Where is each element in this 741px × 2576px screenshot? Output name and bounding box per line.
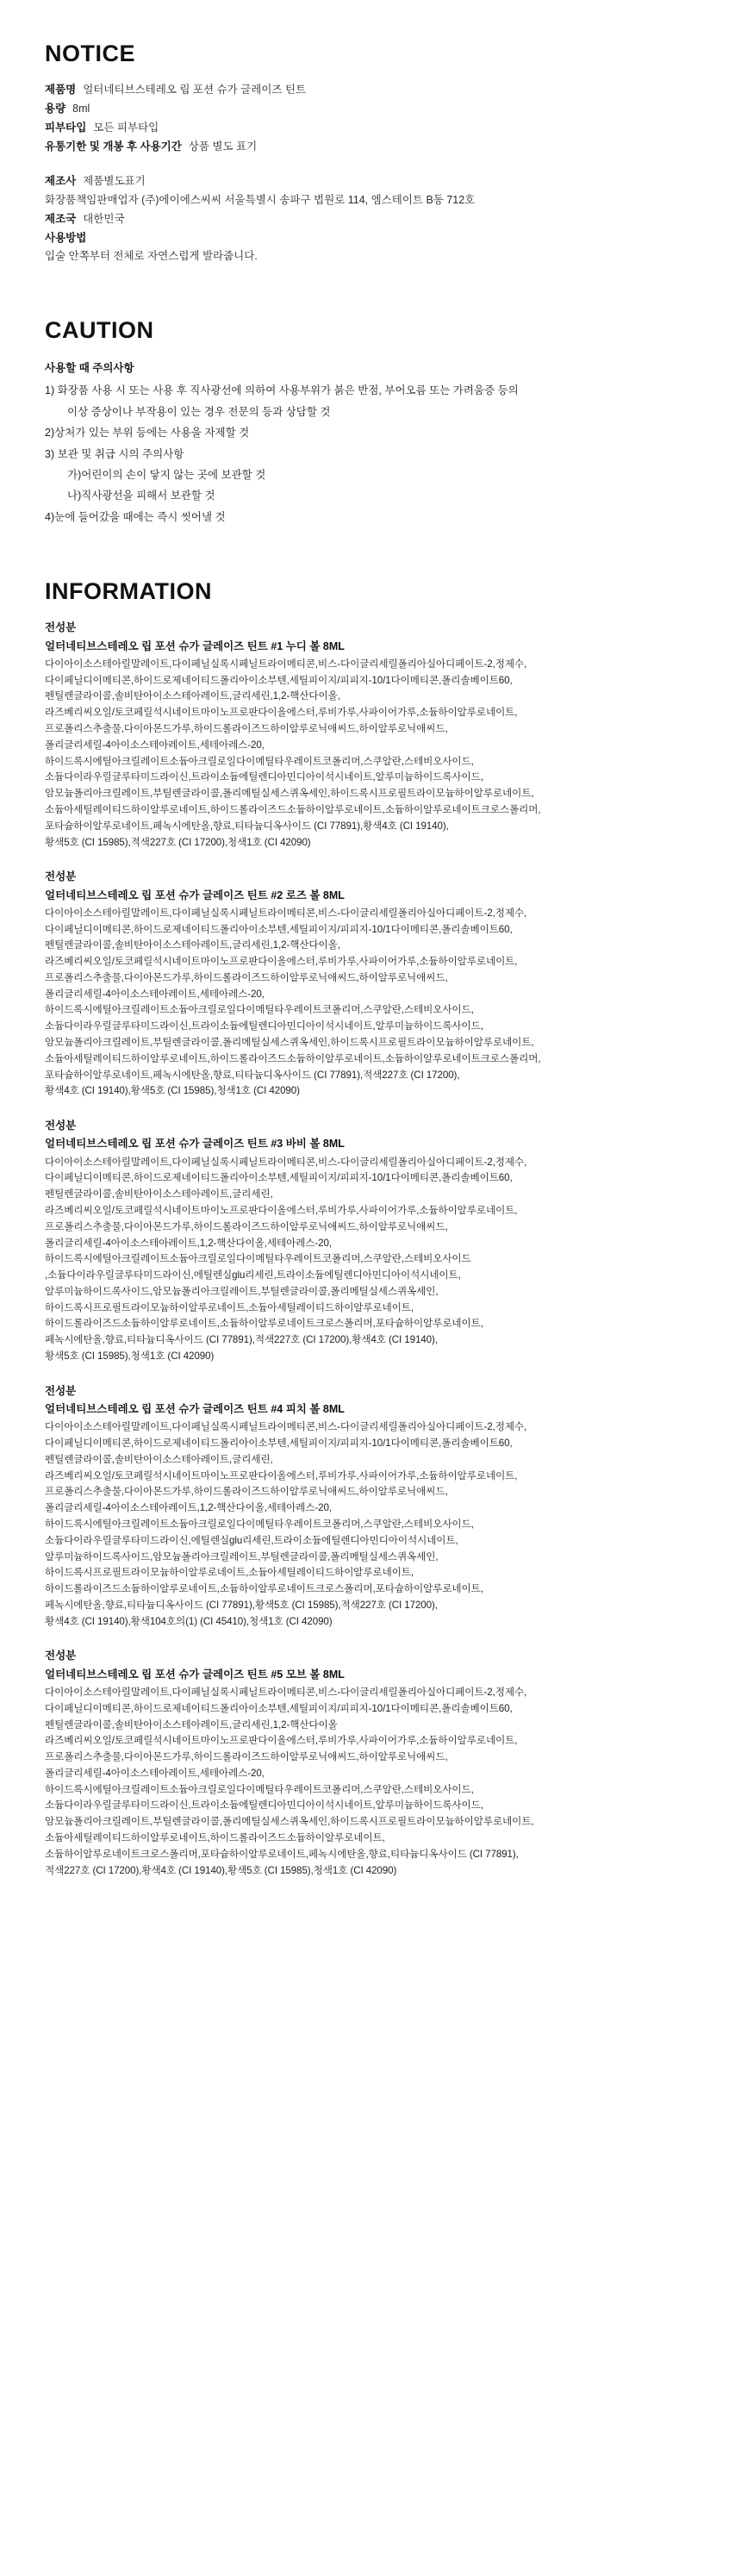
ingredient-label: 전성분 <box>45 621 77 634</box>
notice-block-2 <box>45 172 696 266</box>
ingredient-list: 다이아이소스테아릴말레이트,다이페닐실록시페닐트라이메티콘,비스-다이글리세릴폴리아실아디페이트-2,정제수, 다이페닐디이메티콘,하이드로제네이티드폴리아이소부텐,세틸피이지/피피지-10/1다이메티콘,폴리솔베이트60, 펜틸렌글라이콜,솔비탄아이소스테아레이트,글리세린,1,2-핵산다이올, 라즈베리씨오일/토코페릴석시네이트마이노프로판다이올에스터,루비가루,사파이어가루,소듐하이알루로네이트, 프로폴리스추출물,다이아몬드가루,하이드롤라이즈드하이알루로닉애씨드,하이알루로닉애씨드, 폴리글리세릴-4아이소스테아레이트,세테아레스-20, 하이드록시에틸아크릴레이트소듐아크릴로일다이메틸타우레이트코폴리머,스쿠알란,스테비오사이드, 소듐다이라우릴글루타미드라이신,트라이소듐에틸렌디아민디아이석시네이트,알루미늄하이드록사이드, 암모늄폴리아크릴레이트,부틸렌글라이콜,폴리메틸실세스퀴옥세인,하이드록시프로필트라이모늄하이알루로네이트, 소듐아세틸레이티드하이알루로네이트,하이드롤라이즈드소듐하이알루로네이트,소듐하이알루로네이트크로스폴리머, 포타슘하이알루로네이트,페녹시에탄올,향료,티타늄디옥사이드 (CI 77891),적색227호 (CI 17200), 황색4호 (CI 19140),황색5호 (CI 15985),청색1호 (CI 42090) <box>45 907 541 1097</box>
caution-heading: CAUTION <box>45 317 154 344</box>
caution-item: 이상 증상이나 부작용이 있는 경우 전문의 등과 상담할 것 <box>67 405 331 418</box>
notice-row <box>45 210 696 229</box>
ingredient-block <box>45 1117 696 1365</box>
notice-row <box>45 172 696 191</box>
ingredient-list: 다이아이소스테아릴말레이트,다이페닐실록시페닐트라이메티콘,비스-다이글리세릴폴리아실아디페이트-2,정제수, 다이페닐디이메티콘,하이드로제네이티드폴리아이소부텐,세틸피이지/피피지-10/1다이메티콘,폴리솔베이트60, 펜틸렌글라이콜,솔비탄아이소스테아레이트,글리세린,1,2-핵산다이올 라즈베리씨오일/토코페릴석시네이트마이노프로판다이올에스터,루비가루,사파이어가루,소듐하이알루로네이트, 프로폴리스추출물,다이아몬드가루,하이드롤라이즈드하이알루로닉애씨드,하이알루로닉애씨드, 폴리글리세릴-4아이소스테아레이트,세테아레스-20, 하이드록시에틸아크릴레이트소듐아크릴로일다이메틸타우레이트코폴리머,스쿠알란,스테비오사이드, 소듐다이라우릴글루타미드라이신,트라이소듐에틸렌디아민디아이석시네이트,알루미늄하이드록사이드, 암모늄폴리아크릴레이트,부틸렌글라이콜,폴리메틸실세스퀴옥세인,하이드록시프로필트라이모늄하이알루로네이트, 소듐아세틸레이티드하이알루로네이트,하이드롤라이즈드소듐하이알루로네이트, 소듐하이알루로네이트크로스폴리머,포타슘하이알루로네이트,페녹시에탄올,향료,티타늄디옥사이드 (CI 77891), 적색227호 (CI 17200),황색4호 (CI 19140),황색5호 (CI 15985),청색1호 (CI 42090) <box>45 1686 534 1876</box>
notice-row-value: 입술 안쪽부터 전체로 자연스럽게 발라줍니다. <box>45 250 258 263</box>
notice-block-1 <box>45 81 696 157</box>
ingredient-label: 전성분 <box>45 1120 77 1132</box>
ingredient-product-name: 얼터네티브스테레오 립 포션 슈가 글레이즈 틴트 #2 로즈 볼 8ML <box>45 889 345 901</box>
notice-heading: NOTICE <box>45 41 136 66</box>
notice-row <box>45 100 696 119</box>
notice-row-value: 대한민국 <box>83 212 125 225</box>
notice-row <box>45 229 696 248</box>
ingredient-block <box>45 868 696 1100</box>
caution-item: 2)상처가 있는 부위 등에는 사용을 자제할 것 <box>45 427 250 440</box>
ingredient-product-name: 얼터네티브스테레오 립 포션 슈가 글레이즈 틴트 #4 피치 볼 8ML <box>45 1403 345 1416</box>
ingredient-product-name: 얼터네티브스테레오 립 포션 슈가 글레이즈 틴트 #3 바비 볼 8ML <box>45 1138 345 1151</box>
caution-item: 3) 보관 및 취급 시의 주의사항 <box>45 447 184 460</box>
notice-row-value: 상품 별도 표기 <box>188 140 258 153</box>
ingredient-block <box>45 1382 696 1631</box>
caution-subheading: 사용할 때 주의사항 <box>45 361 134 374</box>
notice-row <box>45 119 696 138</box>
ingredient-list: 다이아이소스테아릴말레이트,다이페닐실록시페닐트라이메티콘,비스-다이글리세릴폴리아실아디페이트-2,정제수, 다이페닐디이메티콘,하이드로제네이티드폴리아이소부텐,세틸피이지/피피지-10/1다이메티콘,폴리솔베이트60, 펜틸렌글라이콜,솔비탄아이소스테아레이트,글리세린, 라즈베리씨오일/토코페릴석시네이트마이노프로판다이올에스터,루비가루,사파이어가루,소듐하이알루로네이트, 프로폴리스추출물,다이아몬드가루,하이드롤라이즈드하이알루로닉애씨드,하이알루로닉애씨드, 폴리글리세릴-4아이소스테아레이트,1,2-핵산다이올,세테아레스-20, 하이드록시에틸아크릴레이트소듐아크릴로일다이메틸타우레이트코폴리머,스쿠알란,스테비오사이드, 소듐다이라우릴글루타미드라이신,에틸렌실glu리세린,트라이소듐에틸렌디아민디아이석시네이트, 알루미늄하이드록사이드,암모늄폴리아크릴레이트,부틸렌글라이콜,폴리메틸실세스퀴옥세인, 하이드록시프로필트라이모늄하이알루로네이트,소듐아세틸레이티드하이알루로네이트, 하이드롤라이즈드소듐하이알루로네이트,소듐하이알루로네이트크로스폴리머,포타슘하이알루로네이트, 페녹시에탄올,향료,티타늄디옥사이드 (CI 77891),황색5호 (CI 15985),적색227호 (CI 17200), 황색4호 (CI 19140),황색104호의(1) (CI 45410),청색1호 (CI 42090) <box>45 1421 527 1627</box>
ingredient-block <box>45 1647 696 1879</box>
ingredient-label: 전성분 <box>45 1650 77 1662</box>
notice-row-label: 제조국 <box>45 212 77 225</box>
ingredient-label: 전성분 <box>45 1384 77 1397</box>
caution-item: 나)직사광선을 피해서 보관할 것 <box>67 490 215 502</box>
caution-item: 4)눈에 들어갔을 때에는 즉시 씻어낼 것 <box>45 510 226 523</box>
notice-row-value: 얼터네티브스테레오 립 포션 슈가 글레이즈 틴트 <box>83 84 307 97</box>
ingredient-list: 다이아이소스테아릴말레이트,다이페닐실록시페닐트라이메티콘,비스-다이글리세릴폴리아실아디페이트-2,정제수, 다이페닐디이메티콘,하이드로제네이티드폴리아이소부텐,세틸피이지/피피지-10/1다이메티콘,폴리솔베이트60, 펜틸렌글라이콜,솔비탄아이소스테아레이트,글리세린, 라즈베리씨오일/토코페릴석시네이트마이노프로판다이올에스터,루비가루,사파이어가루,소듐하이알루로네이트, 프로폴리스추출물,다이아몬드가루,하이드롤라이즈드하이알루로닉애씨드,하이알루로닉애씨드, 폴리글리세릴-4아이소스테아레이트,1,2-핵산다이올,세테아레스-20, 하이드록시에틸아크릴레이트소듐아크릴로일다이메틸타우레이트코폴리머,스쿠알란,스테비오사이드 ,소듐다이라우릴글루타미드라이신,에틸렌실glu리세린,트라이소듐에틸렌디아민디아이석시네이트, 알루미늄하이드록사이드,암모늄폴리아크릴레이트,부틸렌글라이콜,폴리메틸실세스퀴옥세인, 하이드록시프로필트라이모늄하이알루로네이트,소듐아세틸레이티드하이알루로네이트, 하이드롤라이즈드소듐하이알루로네이트,소듐하이알루로네이트크로스폴리머,포타슘하이알루로네이트, 페녹시에탄올,향료,티타늄디옥사이드 (CI 77891),적색227호 (CI 17200),황색4호 (CI 19140), 황색5호 (CI 15985),청색1호 (CI 42090) <box>45 1156 527 1363</box>
information-heading: INFORMATION <box>45 578 212 605</box>
notice-row <box>45 191 696 210</box>
notice-row <box>45 81 696 100</box>
notice-row-label: 유통기한 및 개봉 후 사용기간 <box>45 140 182 153</box>
notice-row-label: 제조사 <box>45 174 77 187</box>
caution-item: 1) 화장품 사용 시 또는 사용 후 직사광선에 의하여 사용부위가 붉은 반점, 부어오름 또는 가려움증 등의 <box>45 384 519 397</box>
caution-list <box>45 380 696 527</box>
notice-row <box>45 247 696 266</box>
notice-row-label: 제품명 <box>45 84 77 97</box>
notice-row-value: 제품별도표기 <box>83 174 146 187</box>
ingredient-label: 전성분 <box>45 870 77 883</box>
notice-row-label: 용량 <box>45 103 66 115</box>
notice-row-value: 모든 피부타입 <box>93 122 159 134</box>
notice-row <box>45 138 696 157</box>
notice-row-label: 사용방법 <box>45 231 87 244</box>
ingredient-product-name: 얼터네티브스테레오 립 포션 슈가 글레이즈 틴트 #5 모브 볼 8ML <box>45 1668 345 1681</box>
ingredient-block <box>45 619 696 851</box>
notice-row-value: 8ml <box>72 103 90 115</box>
ingredient-product-name: 얼터네티브스테레오 립 포션 슈가 글레이즈 틴트 #1 누디 볼 8ML <box>45 639 345 652</box>
notice-row-label: 피부타입 <box>45 122 87 134</box>
caution-item: 가)어린이의 손이 닿지 않는 곳에 보관할 것 <box>67 468 266 481</box>
ingredient-list: 다이아이소스테아릴말레이트,다이페닐실록시페닐트라이메티콘,비스-다이글리세릴폴리아실아디페이트-2,정제수, 다이페닐디이메티콘,하이드로제네이티드폴리아이소부텐,세틸피이지/피피지-10/1다이메티콘,폴리솔베이트60, 펜틸렌글라이콜,솔비탄아이소스테아레이트,글리세린,1,2-핵산다이올, 라즈베리씨오일/토코페릴석시네이트마이노프로판다이올에스터,루비가루,사파이어가루,소듐하이알루로네이트, 프로폴리스추출물,다이아몬드가루,하이드롤라이즈드하이알루로닉애씨드,하이알루로닉애씨드, 폴리글리세릴-4아이소스테아레이트,세테아레스-20, 하이드록시에틸아크릴레이트소듐아크릴로일다이메틸타우레이트코폴리머,스쿠알란,스테비오사이드, 소듐다이라우릴글루타미드라이신,트라이소듐에틸렌디아민디아이석시네이트,알루미늄하이드록사이드, 암모늄폴리아크릴레이트,부틸렌글라이콜,폴리메틸실세스퀴옥세인,하이드록시프로필트라이모늄하이알루로네이트, 소듐아세틸레이티드하이알루로네이트,하이드롤라이즈드소듐하이알루로네이트,소듐하이알루로네이트크로스폴리머, 포타슘하이알루로네이트,페녹시에탄올,향료,티타늄디옥사이드 (CI 77891),황색4호 (CI 19140), 황색5호 (CI 15985),적색227호 (CI 17200),청색1호 (CI 42090) <box>45 658 541 848</box>
notice-row-value: 화장품책임판매업자 (주)에이에스씨씨 서울특별시 송파구 법원로 114, 엠스테이트 B동 712호 <box>45 193 476 206</box>
